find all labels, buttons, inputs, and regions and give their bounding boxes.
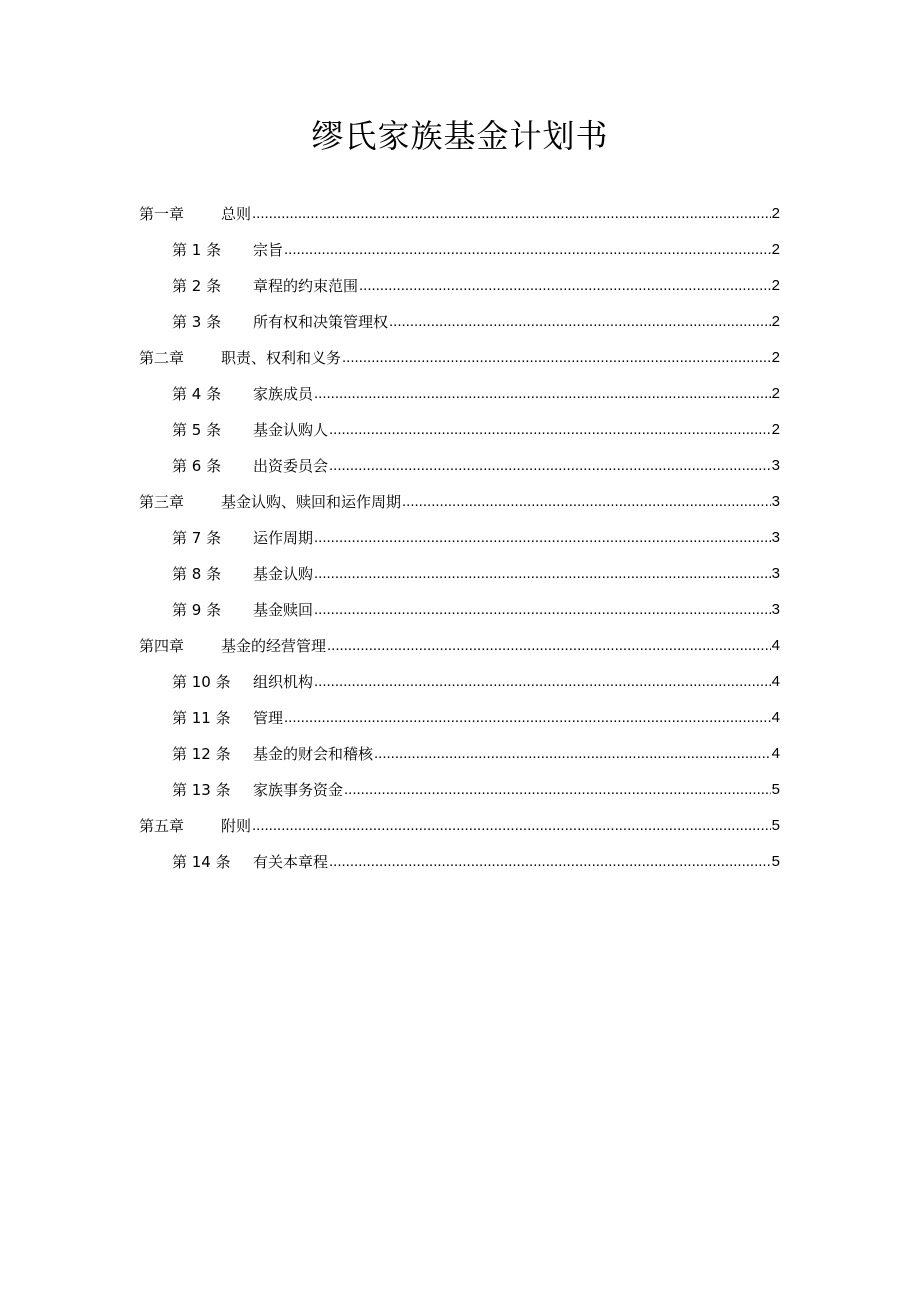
toc-page-number: 5 <box>771 853 780 870</box>
toc-dot-leader <box>314 672 771 692</box>
toc-entry-title: 基金认购人 <box>253 421 329 439</box>
toc-dot-leader <box>314 564 771 584</box>
toc-page-number: 3 <box>771 493 780 510</box>
toc-dot-leader <box>344 780 771 800</box>
toc-article-entry[interactable] <box>172 268 780 304</box>
toc-entry-number: 第 9 条 <box>172 601 222 619</box>
toc-dot-leader <box>314 528 771 548</box>
toc-chapter-entry[interactable] <box>139 340 780 376</box>
toc-entry-title: 家族事务资金 <box>253 781 344 799</box>
toc-entry-number: 第一章 <box>139 205 185 223</box>
toc-article-entry[interactable] <box>172 664 780 700</box>
toc-entry-title: 章程的约束范围 <box>253 277 359 295</box>
toc-dot-leader <box>342 348 771 368</box>
toc-entry-number: 第 14 条 <box>172 853 231 871</box>
toc-entry-title: 出资委员会 <box>253 457 329 475</box>
toc-entry-title: 组织机构 <box>253 673 314 691</box>
toc-dot-leader <box>284 708 771 728</box>
toc-entry-number: 第四章 <box>139 637 185 655</box>
toc-dot-leader <box>374 744 771 764</box>
toc-entry-title: 管理 <box>253 709 284 727</box>
toc-entry-number: 第 4 条 <box>172 385 222 403</box>
toc-page-number: 2 <box>771 313 780 330</box>
toc-entry-number: 第 5 条 <box>172 421 222 439</box>
toc-dot-leader <box>329 852 771 872</box>
toc-entry-title: 基金赎回 <box>253 601 314 619</box>
document-title: 缪氏家族基金计划书 <box>311 117 609 155</box>
toc-article-entry[interactable] <box>172 232 780 268</box>
toc-entry-number: 第 12 条 <box>172 745 231 763</box>
toc-page-number: 5 <box>771 817 780 834</box>
toc-page-number: 4 <box>771 637 780 654</box>
toc-entry-number: 第 2 条 <box>172 277 222 295</box>
toc-entry-number: 第 7 条 <box>172 529 222 547</box>
toc-entry-number: 第五章 <box>139 817 185 835</box>
toc-dot-leader <box>402 492 771 512</box>
toc-article-entry[interactable] <box>172 448 780 484</box>
toc-entry-title: 所有权和决策管理权 <box>253 313 389 331</box>
toc-entry-number: 第三章 <box>139 493 185 511</box>
toc-entry-title: 基金的财会和稽核 <box>253 745 374 763</box>
toc-entry-title: 家族成员 <box>253 385 314 403</box>
toc-entry-number: 第 6 条 <box>172 457 222 475</box>
toc-page-number: 2 <box>771 385 780 402</box>
toc-page-number: 2 <box>771 277 780 294</box>
toc-page-number: 3 <box>771 529 780 546</box>
toc-article-entry[interactable] <box>172 556 780 592</box>
toc-entry-number: 第 8 条 <box>172 565 222 583</box>
toc-dot-leader <box>359 276 771 296</box>
toc-dot-leader <box>284 240 771 260</box>
toc-page-number: 5 <box>771 781 780 798</box>
toc-entry-title: 基金认购 <box>253 565 314 583</box>
toc-page-number: 2 <box>771 205 780 222</box>
toc-page-number: 4 <box>771 709 780 726</box>
toc-page-number: 3 <box>771 601 780 618</box>
toc-chapter-entry[interactable] <box>139 628 780 664</box>
toc-article-entry[interactable] <box>172 736 780 772</box>
toc-article-entry[interactable] <box>172 592 780 628</box>
toc-entry-number: 第 13 条 <box>172 781 231 799</box>
toc-dot-leader <box>327 636 771 656</box>
toc-article-entry[interactable] <box>172 412 780 448</box>
toc-page-number: 3 <box>771 565 780 582</box>
toc-entry-title: 职责、权利和义务 <box>221 349 342 367</box>
toc-entry-number: 第 10 条 <box>172 673 231 691</box>
toc-chapter-entry[interactable] <box>139 196 780 232</box>
toc-dot-leader <box>329 420 771 440</box>
toc-entry-title: 运作周期 <box>253 529 314 547</box>
toc-entry-title: 宗旨 <box>253 241 284 259</box>
toc-dot-leader <box>252 204 771 224</box>
toc-page-number: 4 <box>771 673 780 690</box>
toc-entry-number: 第 11 条 <box>172 709 231 727</box>
toc-entry-title: 有关本章程 <box>253 853 329 871</box>
toc-entry-number: 第 1 条 <box>172 241 222 259</box>
toc-article-entry[interactable] <box>172 520 780 556</box>
toc-page-number: 4 <box>771 745 780 762</box>
toc-page-number: 2 <box>771 349 780 366</box>
toc-entry-number: 第 3 条 <box>172 313 222 331</box>
toc-article-entry[interactable] <box>172 304 780 340</box>
toc-entry-title: 总则 <box>221 205 252 223</box>
toc-page-number: 2 <box>771 421 780 438</box>
toc-dot-leader <box>314 384 771 404</box>
toc-chapter-entry[interactable] <box>139 808 780 844</box>
toc-entry-title: 基金的经营管理 <box>221 637 327 655</box>
toc-page-number: 2 <box>771 241 780 258</box>
toc-page-number: 3 <box>771 457 780 474</box>
toc-article-entry[interactable] <box>172 772 780 808</box>
toc-chapter-entry[interactable] <box>139 484 780 520</box>
toc-dot-leader <box>252 816 771 836</box>
toc-article-entry[interactable] <box>172 376 780 412</box>
toc-dot-leader <box>329 456 771 476</box>
toc-entry-title: 附则 <box>221 817 252 835</box>
toc-dot-leader <box>389 312 771 332</box>
toc-entry-number: 第二章 <box>139 349 185 367</box>
toc-entry-title: 基金认购、赎回和运作周期 <box>221 493 402 511</box>
toc-article-entry[interactable] <box>172 844 780 880</box>
toc-article-entry[interactable] <box>172 700 780 736</box>
toc-dot-leader <box>314 600 771 620</box>
